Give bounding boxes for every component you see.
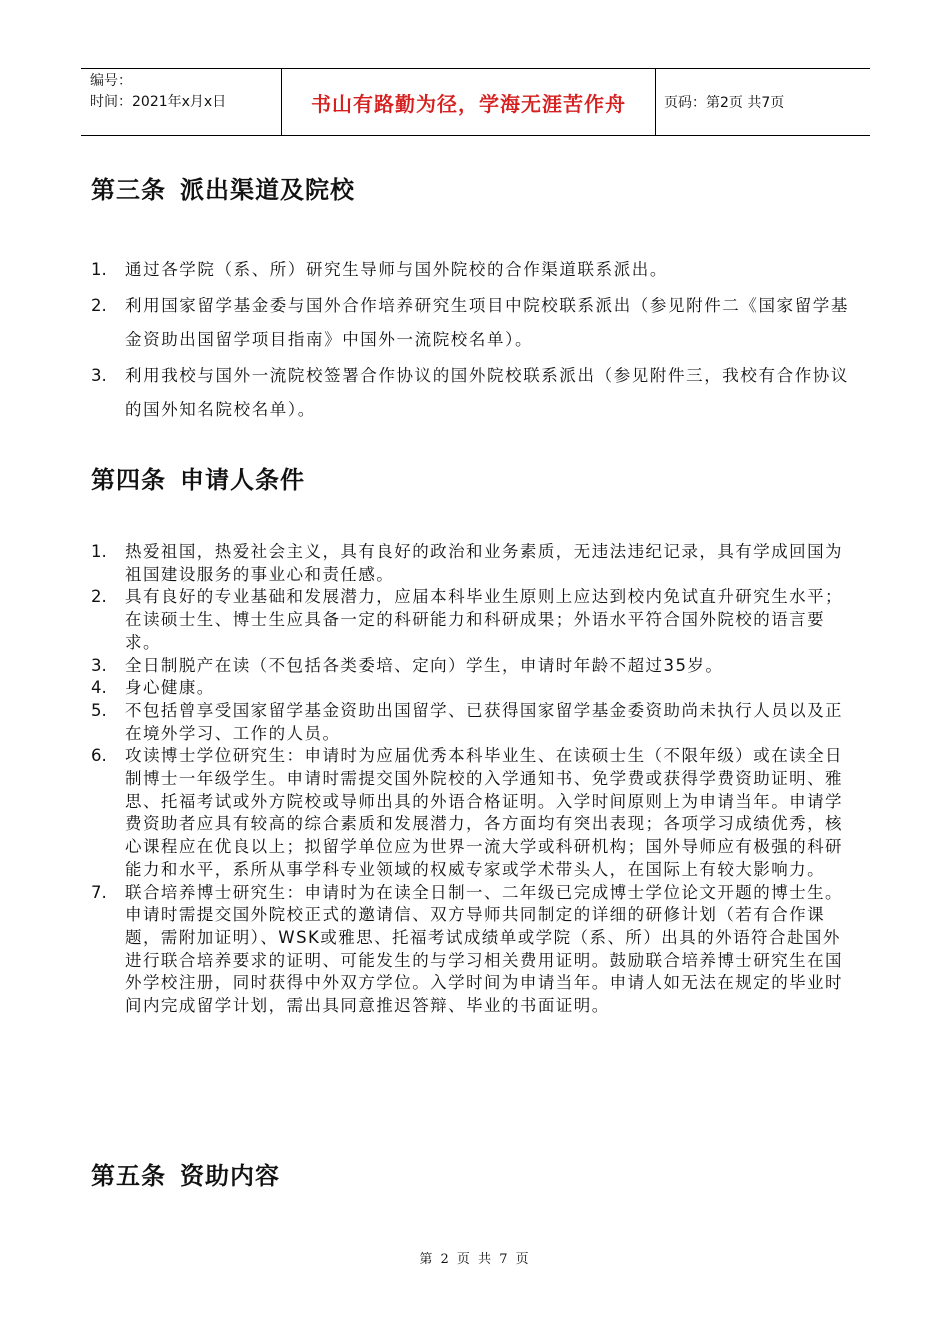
section-heading: [91, 460, 305, 495]
header-page-cell: [656, 69, 870, 135]
list-item: 4. 身心健康。: [91, 678, 215, 698]
motto-text: 书山有路勤为径，学海无涯苦作舟: [311, 91, 626, 116]
section-title: 派出渠道及院校: [180, 176, 355, 204]
page-label: 页码：第2页 共7页: [664, 95, 785, 111]
section-heading: [91, 170, 355, 205]
list-item: 3. 全日制脱产在读（不包括各类委培、定向）学生，申请时年龄不超过35岁。: [91, 655, 724, 675]
channel-list: [91, 253, 851, 429]
list-item: 7. 联合培养博士研究生：申请时为在读全日制一、二年级已完成博士学位论文开题的博士生。申请时需提交国外院校正式的邀请信、双方导师共同制定的详细的研修计划（若有合作课题，需附加证明）、WSK或雅思、托福考试成绩单或学院（系、所）出具的外语符合赴国外进行联合培养要求的证明、可能发生的与学习相关费用证明。鼓励联合培养博士研究生在国外学校注册，同时获得中外双方学位。入学时间为申请当年。申请人如无法在规定的毕业时间内完成留学计划，需出具同意推迟答辩、毕业的书面证明。: [91, 882, 843, 1016]
article-number: 第五条: [91, 1162, 166, 1190]
list-item: 2. 利用国家留学基金委与国外合作培养研究生项目中院校联系派出（参见附件二《国家留学基金资助出国留学项目指南》中国外一流院校名单）。: [91, 296, 849, 349]
requirement-list: [91, 541, 851, 1018]
page-header: [81, 68, 870, 136]
section-title: 申请人条件: [180, 466, 305, 494]
date-label: 时间：2021年x月x日: [90, 94, 227, 110]
article-number: 第四条: [91, 466, 166, 494]
list-item: 5. 不包括曾享受国家留学基金资助出国留学、已获得国家留学基金委资助尚未执行人员以及正在境外学习、工作的人员。: [91, 700, 843, 743]
header-motto-cell: [282, 69, 656, 135]
list-item: 1. 热爱祖国，热爱社会主义，具有良好的政治和业务素质，无违法违纪记录，具有学成回国为祖国建设服务的事业心和责任感。: [91, 542, 843, 584]
serial-label: 编号：: [90, 73, 132, 89]
list-item: 2. 具有良好的专业基础和发展潜力，应届本科毕业生原则上应达到校内免试直升研究生水平；在读硕士生、博士生应具备一定的科研能力和科研成果；外语水平符合国外院校的语言要求。: [91, 587, 843, 652]
list-item: 6. 攻读博士学位研究生：申请时为应届优秀本科毕业生、在读硕士生（不限年级）或在读全日制博士一年级学生。申请时需提交国外院校的入学通知书、免学费或获得学费资助证明、雅思、托福考试或外方院校或导师出具的外语合格证明。入学时间原则上为申请当年。申请学费资助者应具有较高的综合素质和发展潜力，各方面均有突出表现；各项学习成绩优秀，核心课程应在优良以上；拟留学单位应为世界一流大学或科研机构；国外导师应有极强的科研能力和水平，系所从事学科专业领域的权威专家或学术带头人，在国际上有较大影响力。: [91, 746, 843, 879]
list-item: 1. 通过各学院（系、所）研究生导师与国外院校的合作渠道联系派出。: [91, 260, 668, 279]
page-footer: 第 2 页 共 7 页: [419, 1252, 531, 1267]
list-item: 3. 利用我校与国外一流院校签署合作协议的国外院校联系派出（参见附件三，我校有合作协议的国外知名院校名单）。: [91, 366, 849, 419]
article-number: 第三条: [91, 176, 166, 204]
header-meta: [81, 69, 282, 135]
section-heading: [91, 1156, 280, 1191]
section-title: 资助内容: [180, 1162, 280, 1190]
